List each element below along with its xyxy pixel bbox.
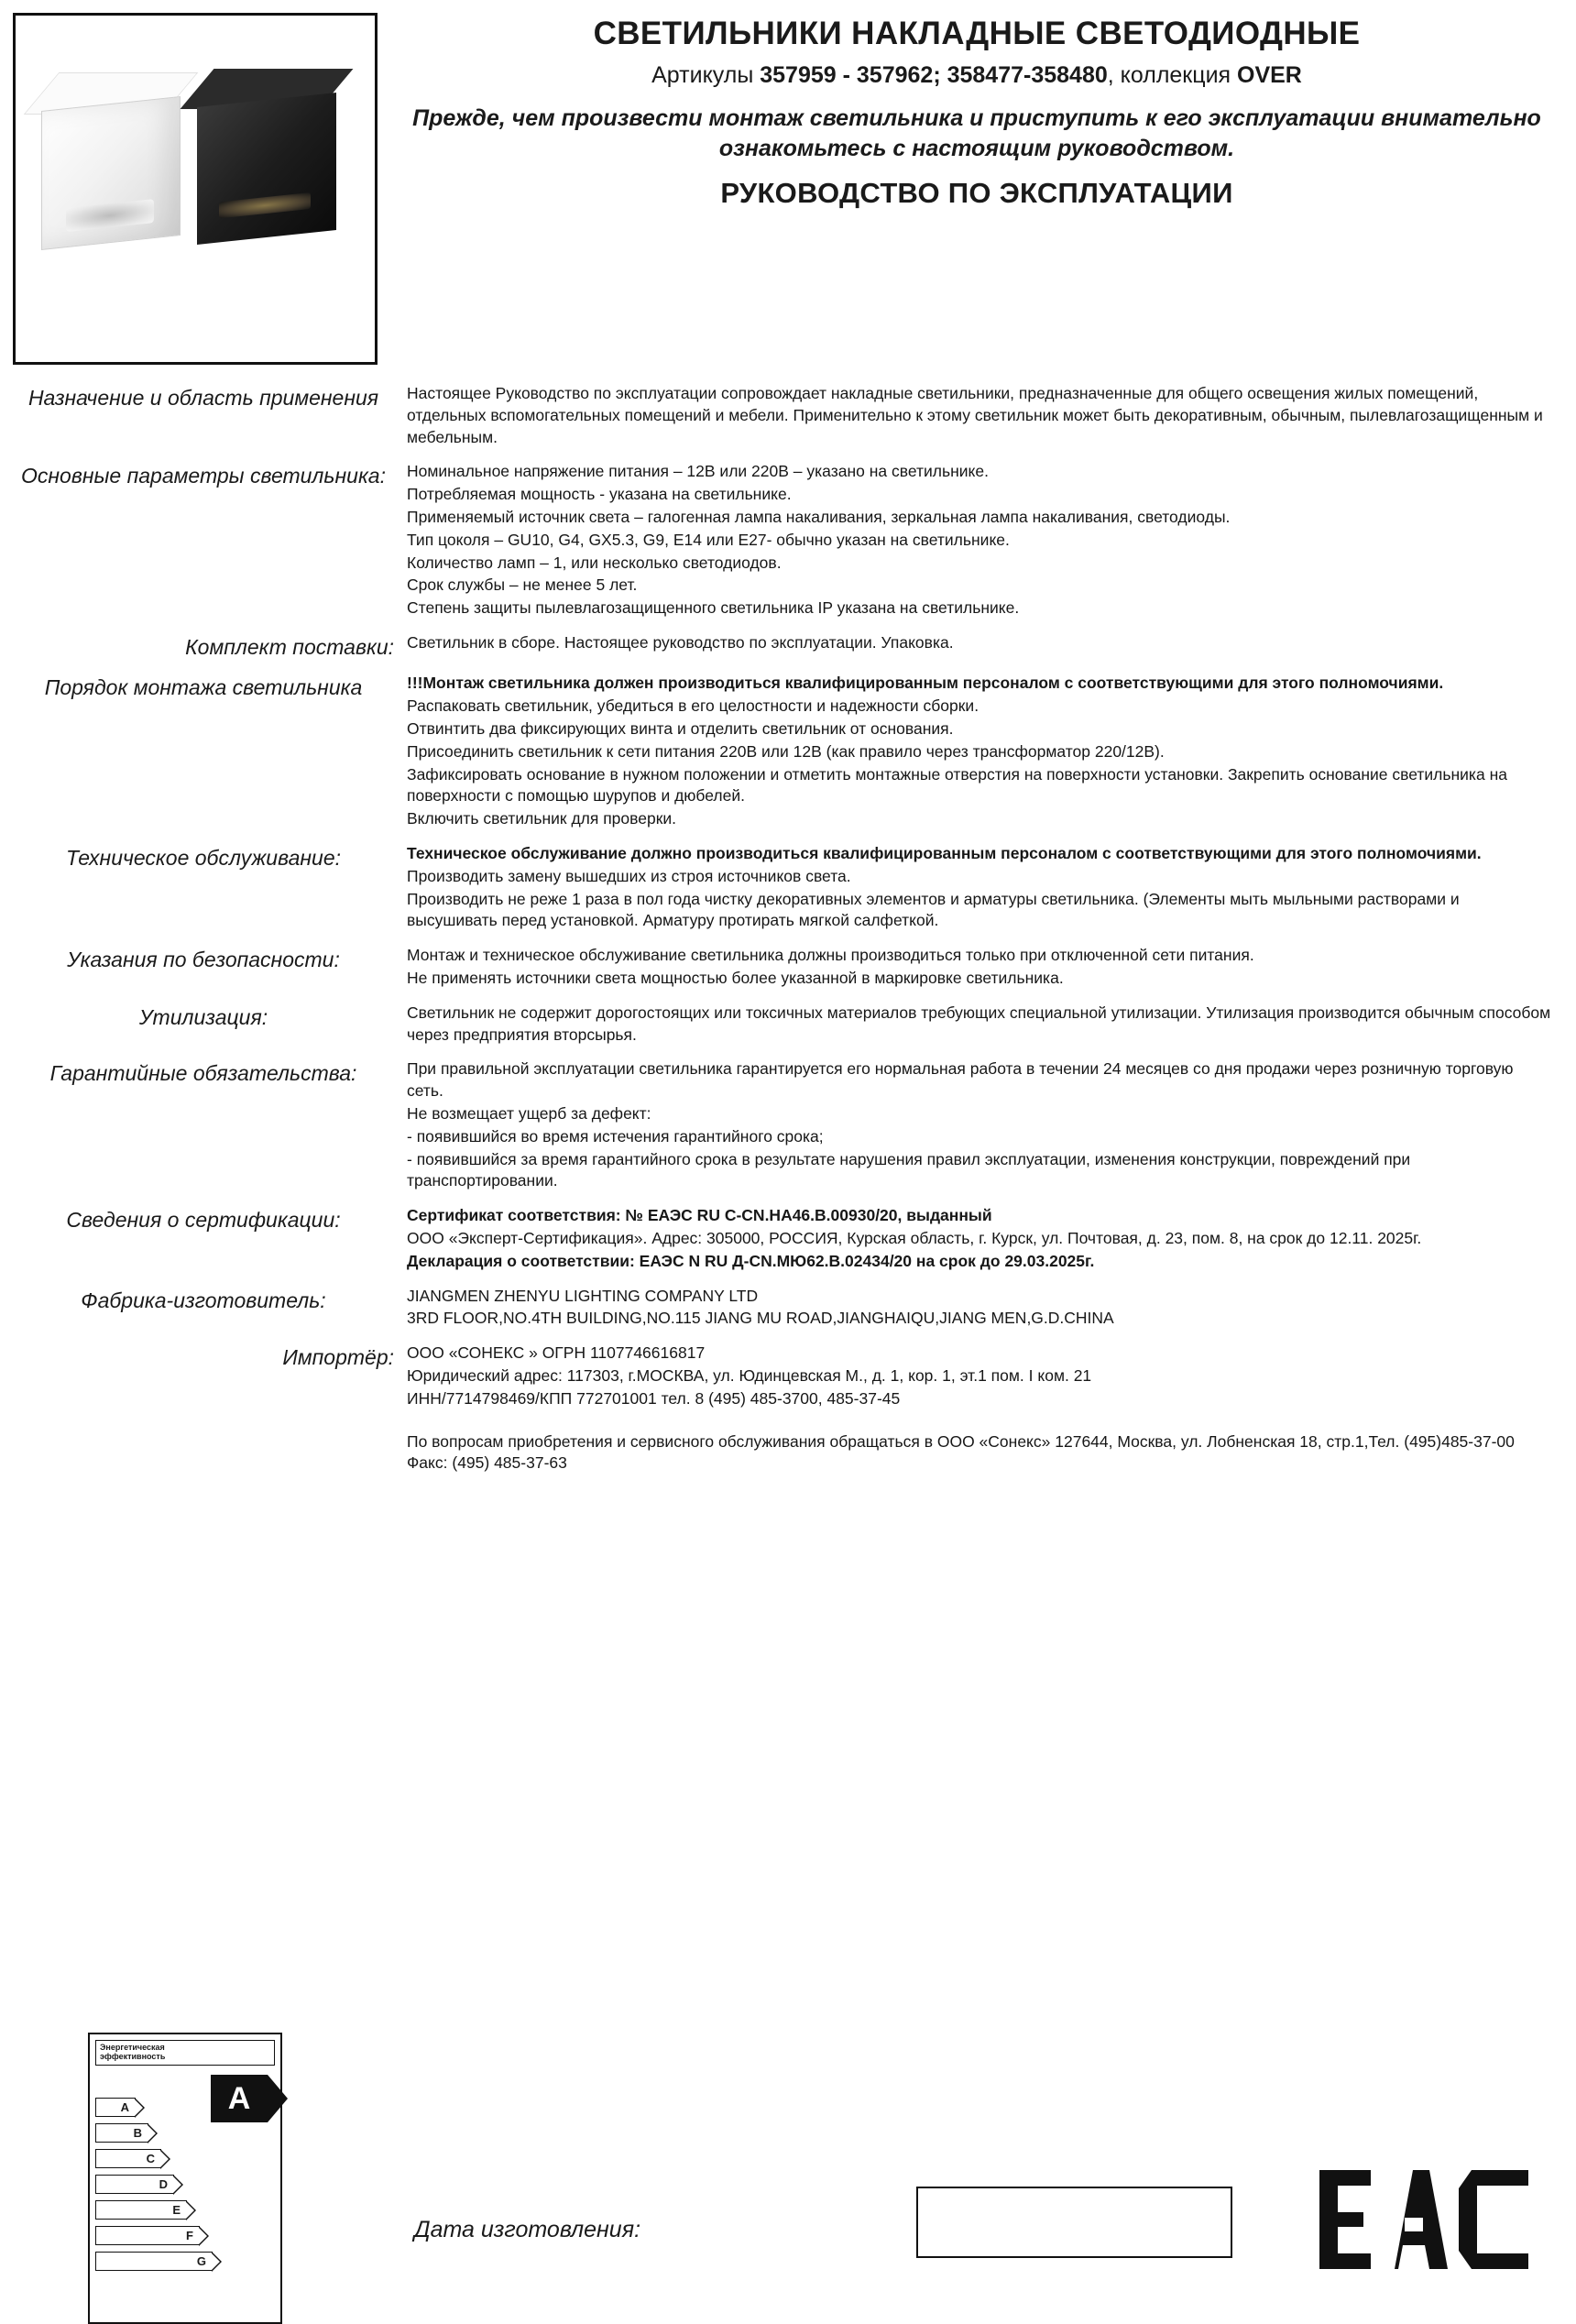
paragraph: Производить не реже 1 раза в пол года чистку декоративных элементов и арматуры светильника. (Элементы мыть мыльными растворами и высушивать перед установкой. Арматуру протирать мягкой салфеткой. — [407, 889, 1460, 930]
eac-conformity-icon — [1316, 2166, 1532, 2273]
section-body — [407, 1343, 1552, 1410]
paragraph: ИНН/7714798469/КПП 772701001 тел. 8 (495) 485-3700, 485-37-45 — [407, 1388, 901, 1408]
paragraph: Номинальное напряжение питания – 12В или 220В – указано на светильнике. — [407, 462, 989, 481]
collection-name: OVER — [1237, 61, 1302, 88]
articles-numbers: 357959 - 357962; 358477-358480 — [760, 61, 1108, 88]
paragraph: Применяемый источник света – галогенная лампа накаливания, зеркальная лампа накаливания, светодиоды. — [407, 507, 1231, 526]
section-body — [407, 632, 1552, 655]
energy-class-value: A — [211, 2075, 268, 2122]
section-label: Импортёр: — [282, 1345, 394, 1370]
paragraph: Настоящее Руководство по эксплуатации сопровождает накладные светильники, предназначенные для общего освещения жилых помещений, отдельных вспомогательных помещений и мебели. Применительно к этому светильник может быть декоративным, обычным, пылевлагозащищенным и мебельным. — [407, 384, 1543, 446]
paragraph: Срок службы – не менее 5 лет. — [407, 576, 638, 595]
paragraph: Распаковать светильник, убедиться в его целостности и надежности сборки. — [407, 696, 980, 716]
section-label: Порядок монтажа светильника — [44, 675, 363, 700]
paragraph: При правильной эксплуатации светильника гарантируется его нормальная работа в течении 24 месяцев со дня продажи через розничную торговую сеть. — [407, 1059, 1514, 1101]
black-luminaire — [197, 93, 336, 245]
scale-bar-b: B — [95, 2123, 148, 2143]
scale-row — [95, 2174, 275, 2195]
articles-line — [401, 62, 1552, 89]
title-block — [378, 13, 1552, 210]
paragraph: 3RD FLOOR,NO.4TH BUILDING,NO.115 JIANG MU ROAD,JIANGHAIQU,JIANG MEN,G.D.CHINA — [407, 1309, 1114, 1328]
section-manufacturer — [13, 1286, 1552, 1332]
paragraph: JIANGMEN ZHENYU LIGHTING COMPANY LTD — [407, 1286, 759, 1305]
section-label: Утилизация: — [138, 1004, 268, 1029]
section-maintenance — [13, 843, 1552, 933]
section-body — [407, 945, 1552, 991]
section-body — [407, 1003, 1552, 1047]
paragraph-bold: Декларация о соответствии: ЕАЭС N RU Д-CN.МЮ62.В.02434/20 на срок до 29.03.2025г. — [407, 1251, 1095, 1270]
paragraph: ООО «СОНЕКС » ОГРН 1107746616817 — [407, 1343, 706, 1363]
document-footer — [0, 2022, 1576, 2324]
section-label: Основные параметры светильника: — [21, 464, 386, 488]
paragraph: ООО «Эксперт-Сертификация». Адрес: 305000, РОССИЯ, Курская область, г. Курск, ул. Почтовая, д. 23, пом. 8, на срок до 12.11. 2025г. — [407, 1228, 1422, 1247]
page-title: СВЕТИЛЬНИКИ НАКЛАДНЫЕ СВЕТОДИОДНЫЕ — [593, 16, 1361, 51]
section-importer — [13, 1343, 1552, 1410]
section-delivery-set — [13, 632, 1552, 661]
manufacture-date-field[interactable] — [916, 2187, 1232, 2258]
section-label: Техническое обслуживание: — [65, 845, 342, 870]
paragraph: Количество ламп – 1, или несколько светодиодов. — [407, 553, 782, 572]
scale-row — [95, 2097, 275, 2118]
paragraph: Светильник в сборе. Настоящее руководство по эксплуатации. Упаковка. — [407, 632, 954, 652]
articles-prefix: Артикулы — [651, 61, 761, 88]
section-purpose — [13, 383, 1552, 449]
section-contacts — [13, 1423, 1552, 1476]
white-luminaire — [41, 96, 181, 250]
articles-middle: , коллекция — [1107, 61, 1238, 88]
section-installation — [13, 673, 1552, 831]
paragraph: Отвинтить два фиксирующих винта и отделить светильник от основания. — [407, 719, 954, 738]
paragraph: - появившийся за время гарантийного срока в результате нарушения правил эксплуатации, изменения конструкции, повреждений при транспортировании. — [407, 1149, 1411, 1190]
scale-row — [95, 2148, 275, 2169]
scale-row — [95, 2122, 275, 2143]
document-body — [0, 383, 1576, 1475]
manufacture-date-label: Дата изготовления: — [414, 2217, 641, 2242]
energy-efficiency-label — [88, 2033, 282, 2324]
scale-bar-e: E — [95, 2200, 187, 2220]
section-body — [407, 673, 1552, 831]
energy-label-header-line1: Энергетическая — [100, 2043, 165, 2052]
paragraph: Тип цоколя – GU10, G4, GX5.3, G9, E14 или E27- обычно указан на светильнике. — [407, 530, 1010, 549]
section-label: Фабрика-изготовитель: — [81, 1288, 326, 1312]
paragraph: - появившийся во время истечения гарантийного срока; — [407, 1126, 824, 1146]
section-body — [407, 1058, 1552, 1193]
section-body — [407, 1286, 1552, 1332]
section-label — [13, 1423, 407, 1425]
paragraph: Степень защиты пылевлагозащищенного светильника IP указана на светильнике. — [407, 598, 1020, 618]
section-label: Сведения о сертификации: — [66, 1208, 341, 1233]
paragraph: Включить светильник для проверки. — [407, 809, 677, 828]
header-warning: Прежде, чем произвести монтаж светильника и приступить к его эксплуатации внимательно ознакомьтесь с настоящим руководством. — [412, 104, 1541, 161]
paragraph: Не применять источники света мощностью более указанной в маркировке светильника. — [407, 968, 1064, 987]
scale-bar-g: G — [95, 2252, 213, 2271]
energy-class-scale — [95, 2097, 275, 2272]
scale-bar-c: C — [95, 2149, 161, 2168]
section-body — [407, 1423, 1552, 1476]
section-label: Указания по безопасности: — [67, 948, 340, 972]
section-body — [407, 383, 1552, 449]
product-photo — [13, 13, 378, 365]
paragraph-bold: Сертификат соответствия: № ЕАЭС RU C-CN.НА46.В.00930/20, выданный — [407, 1206, 992, 1225]
section-label: Комплект поставки: — [185, 634, 394, 659]
section-body — [407, 843, 1552, 933]
scale-bar-f: F — [95, 2226, 200, 2245]
scale-row — [95, 2199, 275, 2220]
paragraph: Потребляемая мощность - указана на светильнике. — [407, 485, 792, 504]
section-body — [407, 1205, 1552, 1273]
section-body — [407, 461, 1552, 620]
section-certification — [13, 1205, 1552, 1273]
section-label: Гарантийные обязательства: — [49, 1061, 357, 1086]
energy-label-header — [95, 2040, 275, 2066]
paragraph: Светильник не содержит дорогостоящих или токсичных материалов требующих специальной утилизации. Утилизация производится обычным способом через предприятия вторсырья. — [407, 1003, 1551, 1044]
section-safety — [13, 945, 1552, 991]
section-warranty — [13, 1058, 1552, 1193]
section-parameters — [13, 461, 1552, 620]
paragraph: Монтаж и техническое обслуживание светильника должны производиться только при отключенной сети питания. — [407, 946, 1254, 965]
paragraph: Присоединить светильник к сети питания 220В или 12В (как правило через трансформатор 220/12В). — [407, 741, 1165, 761]
paragraph: Не возмещает ущерб за дефект: — [407, 1103, 651, 1123]
energy-label-header-line2: эффективность — [100, 2051, 166, 2061]
paragraph: Юридический адрес: 117303, г.МОСКВА, ул. Юдинцевская М., д. 1, кор. 1, эт.1 пом. I ком. 21 — [407, 1365, 1092, 1385]
paragraph: По вопросам приобретения и сервисного обслуживания обращаться в ООО «Сонекс» 127644, Москва, ул. Лобненская 18, стр.1,Тел. (495)485-37-00 Факс: (495) 485-37-63 — [407, 1431, 1515, 1473]
scale-bar-d: D — [95, 2175, 174, 2194]
paragraph: Зафиксировать основание в нужном положении и отметить монтажные отверстия на поверхности установки. Закрепить основание светильника на поверхности с помощью шурупов и дюбелей. — [407, 764, 1507, 806]
scale-row — [95, 2251, 275, 2272]
document-header — [0, 0, 1576, 365]
paragraph: Производить замену вышедших из строя источников света. — [407, 866, 851, 885]
section-label: Назначение и область применения — [27, 386, 379, 410]
manual-title: РУКОВОДСТВО ПО ЭКСПЛУАТАЦИИ — [720, 176, 1233, 209]
section-disposal — [13, 1003, 1552, 1047]
scale-row — [95, 2225, 275, 2246]
paragraph-bold: Техническое обслуживание должно производиться квалифицированным персоналом с соответствующими для этого полномочиями. — [407, 843, 1482, 862]
scale-bar-a: A — [95, 2098, 136, 2117]
paragraph-bold: !!!Монтаж светильника должен производиться квалифицированным персоналом с соответствующими для этого полномочиями. — [407, 674, 1444, 693]
